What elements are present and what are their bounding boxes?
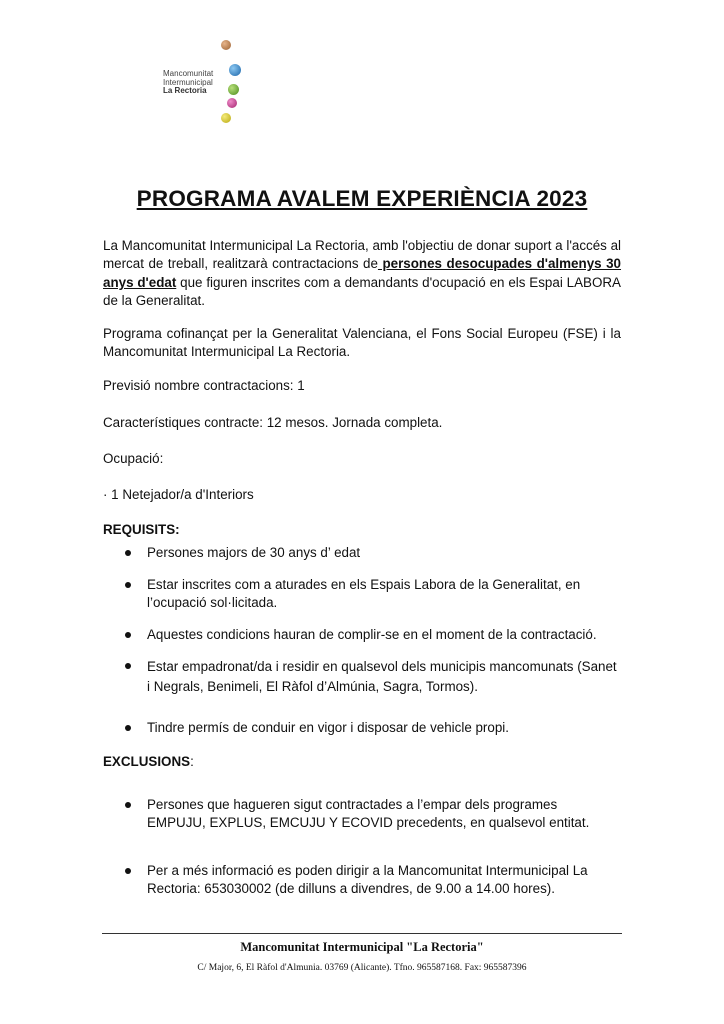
exclusions-heading-text: EXCLUSIONS: [103, 754, 191, 769]
intro-text-2: que figuren inscrites com a demandants d'ocupació en els Espai LABORA de la Generalitat.: [103, 274, 621, 309]
occupation-label: Ocupació:: [103, 451, 164, 466]
exclusions-heading: [103, 753, 621, 771]
footer-divider: [102, 933, 622, 934]
requirement-item: Estar inscrites com a aturades en els Espais Labora de la Generalitat, en l’ocupació sol·licitada.: [147, 577, 581, 611]
requirement-item: Persones majors de 30 anys d’ edat: [147, 545, 361, 560]
logo-line-2: Intermunicipal: [163, 77, 213, 87]
logo-dot-brown: [221, 40, 231, 50]
cofinancing-paragraph: Programa cofinançat per la Generalitat Valenciana, el Fons Social Europeu (FSE) i la Mancomunitat Intermunicipal La Rectoria.: [103, 326, 621, 360]
requirements-heading: REQUISITS:: [103, 522, 180, 537]
requirement-item: Tindre permís de conduir en vigor i disposar de vehicle propi.: [147, 720, 509, 735]
page-title: PROGRAMA AVALEM EXPERIÈNCIA 2023: [136, 186, 588, 211]
occupation-item: · 1 Netejador/a d'Interiors: [103, 487, 254, 502]
forecast-text: Previsió nombre contractacions: 1: [103, 378, 305, 393]
footer-organization-name: Mancomunitat Intermunicipal "La Rectoria": [240, 940, 484, 954]
exclusions-heading-colon: :: [190, 754, 194, 769]
intro-text-1: La Mancomunitat Intermunicipal La Rectoria, amb l'objectiu de donar suport a l'accés al mercat de treball, realitzarà contractacions de: [103, 238, 621, 272]
requirement-item: Aquestes condicions hauran de complir-se en el moment de la contractació.: [147, 627, 597, 642]
bullet-icon: [125, 550, 131, 556]
bullet-icon: [125, 802, 131, 808]
footer-address: C/ Major, 6, El Ràfol d'Almunia. 03769 (Alicante). Tfno. 965587168. Fax: 965587396: [197, 963, 527, 973]
intro-highlight: persones desocupades d'almenys 30 anys d'edat: [103, 256, 622, 290]
exclusion-item: Persones que hagueren sigut contractades a l’empar dels programes EMPUJU, EXPLUS, EMCUJU Y ECOVID precedents, en qualsevol entitat.: [147, 797, 590, 831]
intro-paragraph: [103, 237, 621, 311]
logo-dot-green: [228, 84, 239, 95]
bullet-icon: [125, 663, 131, 669]
bullet-icon: [125, 868, 131, 874]
requirement-item: Estar empadronat/da i residir en qualsevol dels municipis mancomunats (Sanet i Negrals, Benimeli, El Ràfol d’Almúnia, Sagra, Tormos).: [147, 659, 617, 694]
logo-dot-blue: [229, 64, 241, 76]
logo-dot-magenta: [227, 98, 237, 108]
logo-line-3: La Rectoria: [163, 86, 207, 95]
characteristics-text: Característiques contracte: 12 mesos. Jornada completa.: [103, 415, 443, 430]
bullet-icon: [125, 632, 131, 638]
logo-dot-yellow: [221, 113, 231, 123]
bullet-icon: [125, 582, 131, 588]
exclusion-item: Per a més informació es poden dirigir a la Mancomunitat Intermunicipal La Rectoria: 653030002 (de dilluns a divendres, de 9.00 a 14.00 hores).: [147, 863, 588, 897]
logo-wordmark: [163, 70, 213, 96]
bullet-icon: [125, 725, 131, 731]
logo-line-1: Mancomunitat: [163, 69, 214, 78]
organization-logo: [163, 40, 253, 126]
